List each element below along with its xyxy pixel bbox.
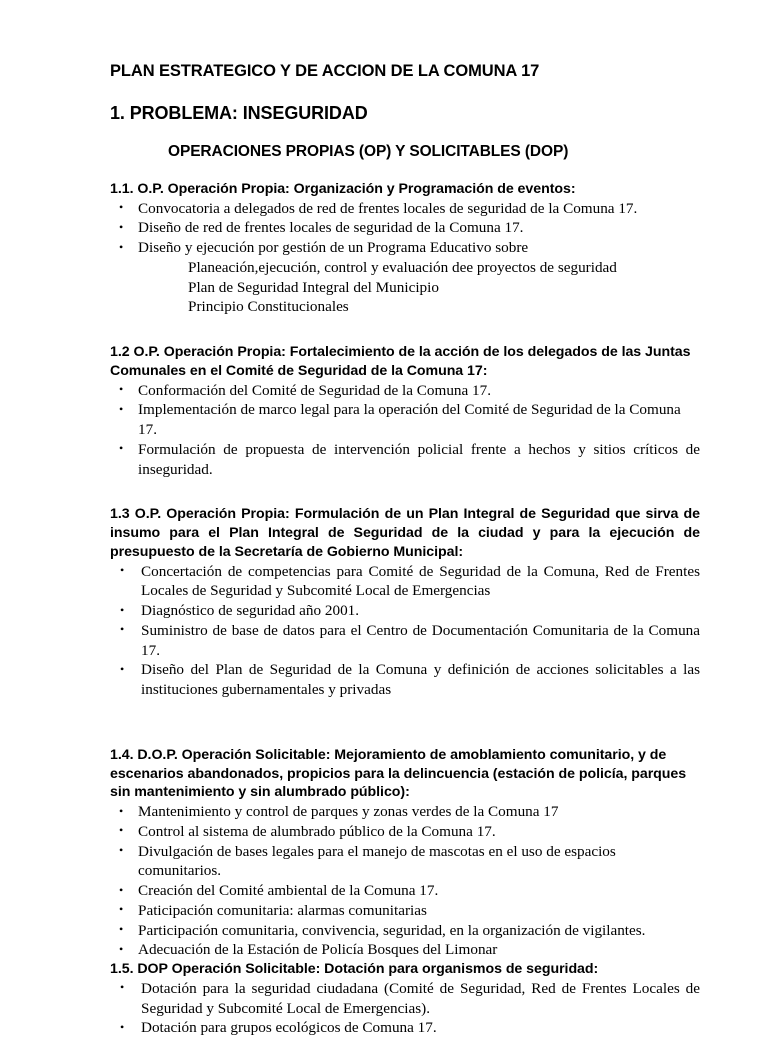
section-1-2-bullet-list [110,381,700,480]
operations-heading: OPERACIONES PROPIAS (OP) Y SOLICITABLES (DOP) [168,142,569,160]
subline: Principio Constitucionales [188,298,349,316]
list-item: • Creación del Comité ambiental de la Comuna 17. [110,881,700,901]
list-item: • Concertación de competencias para Comité de Seguridad de la Comuna, Red de Frentes Locales de Seguridad y Subcomité Local de Emergencias [110,562,700,602]
list-item: • Convocatoria a delegados de red de frentes locales de seguridad de la Comuna 17. [110,199,700,219]
spacer [110,700,700,746]
list-item: • Diseño de red de frentes locales de seguridad de la Comuna 17. [110,218,700,238]
list-item: • Divulgación de bases legales para el manejo de mascotas en el uso de espacios comunitarios. [110,842,700,882]
list-item: • Diseño y ejecución por gestión de un Programa Educativo sobre [110,238,700,258]
section-1-1-bullet-list [110,199,700,258]
list-item: • Implementación de marco legal para la operación del Comité de Seguridad de la Comuna 17. [110,400,700,440]
section-1-2 [110,343,700,479]
section-1-4-bullet-list [110,802,700,960]
section-1-1 [110,180,700,317]
subline: Planeación,ejecución, control y evaluación dee proyectos de seguridad [188,258,617,276]
section-1-2-heading: 1.2 O.P. Operación Propia: Fortalecimiento de la acción de los delegados de las Juntas Comunales en el Comité de Seguridad de la Comuna 17: [110,344,691,379]
section-1-4-heading: 1.4. D.O.P. Operación Solicitable: Mejoramiento de amoblamiento comunitario, y de escenarios abandonados, propicios para la delincuencia (estación de policía, parques sin mantenimiento y sin alumbrado público): [110,746,687,801]
list-item: • Adecuación de la Estación de Policía Bosques del Limonar [110,940,700,960]
list-item: • Conformación del Comité de Seguridad de la Comuna 17. [110,381,700,401]
section-1-5-heading: 1.5. DOP Operación Solicitable: Dotación para organismos de seguridad: [110,961,599,978]
list-item: • Dotación para grupos ecológicos de Comuna 17. [110,1018,700,1038]
document-content [110,62,700,1038]
section-1-3-bullet-list [110,562,700,700]
list-item: • Dotación para la seguridad ciudadana (Comité de Seguridad, Red de Frentes Locales de Seguridad y Subcomité Local de Emergencias). [110,979,700,1019]
section-1-3 [110,505,700,699]
section-1-1-heading: 1.1. O.P. Operación Propia: Organización y Programación de eventos: [110,180,576,197]
list-item: • Mantenimiento y control de parques y zonas verdes de la Comuna 17 [110,802,700,822]
list-item: • Formulación de propuesta de intervención policial frente a hechos y sitios críticos de inseguridad. [110,440,700,480]
list-item: • Participación comunitaria, convivencia, seguridad, en la organización de vigilantes. [110,921,700,941]
section-1-3-heading: 1.3 O.P. Operación Propia: Formulación de un Plan Integral de Seguridad que sirva de insumo para el Plan Integral de Seguridad de la ciudad y para la ejecución de presupuesto de la Secretaría de Gobierno Municipal: [110,506,700,560]
spacer [110,317,700,343]
list-item: • Paticipación comunitaria: alarmas comunitarias [110,901,700,921]
problem-heading: 1. PROBLEMA: INSEGURIDAD [110,103,368,124]
list-item: • Suministro de base de datos para el Centro de Documentación Comunitaria de la Comuna 17. [110,621,700,661]
spacer [110,479,700,505]
section-1-5-bullet-list [110,979,700,1038]
list-item: • Control al sistema de alumbrado público de la Comuna 17. [110,822,700,842]
section-1-4 [110,746,700,960]
section-1-5 [110,960,700,1038]
subline: Plan de Seguridad Integral del Municipio [188,278,439,296]
page-title: PLAN ESTRATEGICO Y DE ACCION DE LA COMUNA 17 [110,62,540,80]
list-item: • Diseño del Plan de Seguridad de la Comuna y definición de acciones solicitables a las instituciones gubernamentales y privadas [110,660,700,700]
list-item: • Diagnóstico de seguridad año 2001. [110,601,700,621]
section-1-1-sublines [110,258,700,317]
